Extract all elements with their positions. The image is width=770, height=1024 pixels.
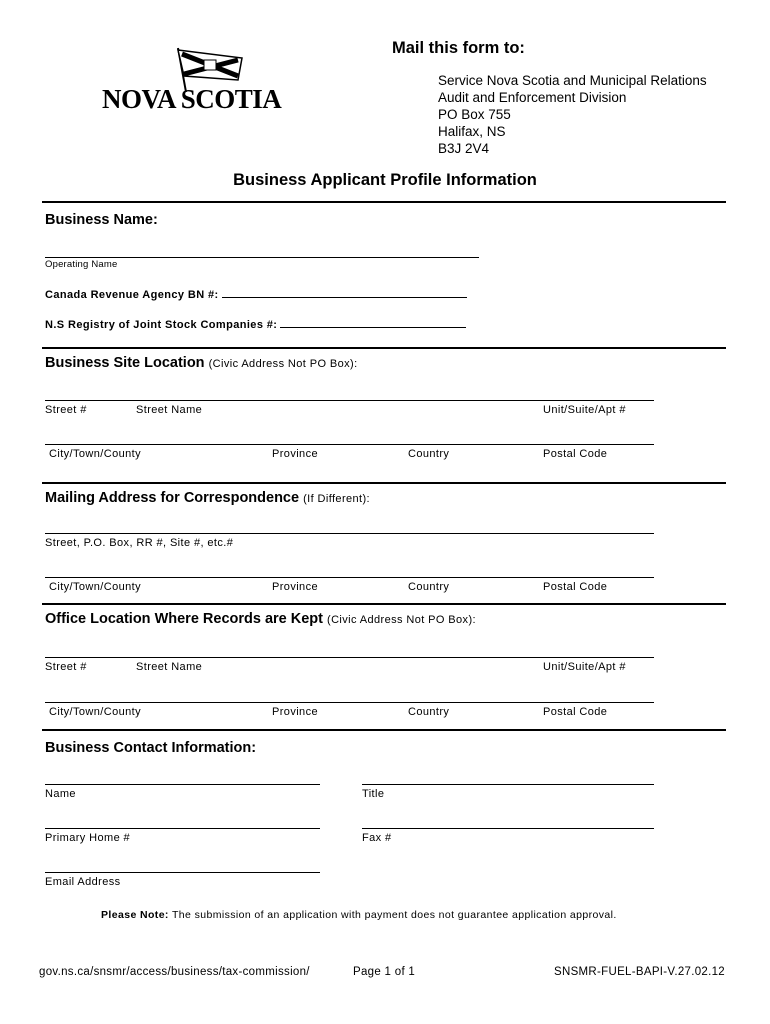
mail-to-heading: Mail this form to: [392, 39, 525, 57]
operating-name-label: Operating Name [45, 259, 118, 270]
mailing-city-label: City/Town/County [49, 581, 141, 593]
mailing-country-label: Country [408, 581, 450, 593]
records-unit-label: Unit/Suite/Apt # [543, 661, 626, 673]
footer-form-code: SNSMR-FUEL-BAPI-V.27.02.12 [554, 966, 725, 978]
records-location-heading [45, 611, 476, 627]
divider [42, 201, 726, 203]
records-street-field[interactable] [45, 657, 654, 658]
records-city-label: City/Town/County [49, 706, 141, 718]
mailing-postal-label: Postal Code [543, 581, 608, 593]
footer-page: Page 1 of 1 [353, 966, 416, 978]
site-location-heading [45, 355, 358, 371]
address-line: B3J 2V4 [438, 141, 490, 156]
records-province-label: Province [272, 706, 318, 718]
divider [42, 482, 726, 484]
divider [42, 347, 726, 349]
cra-bn-label: Canada Revenue Agency BN #: [45, 289, 219, 301]
operating-name-field[interactable] [45, 257, 479, 258]
cra-bn-field[interactable] [222, 287, 467, 298]
mailing-province-label: Province [272, 581, 318, 593]
mailing-street-label: Street, P.O. Box, RR #, Site #, etc.# [45, 537, 234, 549]
records-postal-label: Postal Code [543, 706, 608, 718]
site-city-label: City/Town/County [49, 448, 141, 460]
site-location-title: Business Site Location [45, 355, 205, 371]
business-name-heading: Business Name: [45, 212, 158, 228]
site-street-name-label: Street Name [136, 404, 203, 416]
mailing-address-note: (If Different): [303, 493, 371, 505]
address-line: Service Nova Scotia and Municipal Relations [438, 73, 707, 88]
footer-url: gov.ns.ca/snsmr/access/business/tax-commission/ [39, 966, 310, 978]
records-location-note: (Civic Address Not PO Box): [327, 614, 476, 626]
records-street-no-label: Street # [45, 661, 87, 673]
please-note-text: The submission of an application with payment does not guarantee application approval. [171, 909, 617, 921]
fax-field[interactable] [362, 828, 654, 829]
email-field[interactable] [45, 872, 320, 873]
contact-title-label: Title [362, 788, 385, 800]
mailing-address-heading [45, 490, 370, 506]
site-location-note: (Civic Address Not PO Box): [208, 358, 358, 370]
contact-name-field[interactable] [45, 784, 320, 785]
primary-home-field[interactable] [45, 828, 320, 829]
site-street-field[interactable] [45, 400, 654, 401]
registry-label: N.S Registry of Joint Stock Companies #: [45, 319, 278, 331]
address-line: PO Box 755 [438, 107, 511, 122]
mailing-city-field[interactable] [45, 577, 654, 578]
contact-heading: Business Contact Information: [45, 740, 257, 756]
nova-scotia-logo [100, 46, 320, 116]
cra-bn-row [45, 287, 467, 301]
site-city-field[interactable] [45, 444, 654, 445]
records-city-field[interactable] [45, 702, 654, 703]
contact-title-field[interactable] [362, 784, 654, 785]
please-note [101, 909, 617, 921]
site-country-label: Country [408, 448, 450, 460]
please-note-label: Please Note: [101, 909, 169, 921]
logo-wordmark: NOVA SCOTIA [102, 84, 282, 114]
site-postal-label: Postal Code [543, 448, 608, 460]
registry-field[interactable] [280, 317, 466, 328]
records-location-title: Office Location Where Records are Kept [45, 611, 323, 627]
contact-name-label: Name [45, 788, 76, 800]
mailing-street-field[interactable] [45, 533, 654, 534]
address-line: Halifax, NS [438, 124, 506, 139]
mailing-address-title: Mailing Address for Correspondence [45, 490, 300, 506]
site-unit-label: Unit/Suite/Apt # [543, 404, 626, 416]
address-line: Audit and Enforcement Division [438, 90, 627, 105]
email-label: Email Address [45, 876, 121, 888]
primary-home-label: Primary Home # [45, 832, 131, 844]
form-title: Business Applicant Profile Information [233, 171, 537, 189]
records-street-name-label: Street Name [136, 661, 203, 673]
site-street-no-label: Street # [45, 404, 87, 416]
registry-row [45, 317, 466, 331]
divider [42, 603, 726, 605]
divider [42, 729, 726, 731]
records-country-label: Country [408, 706, 450, 718]
fax-label: Fax # [362, 832, 392, 844]
mailing-address-block [438, 72, 707, 157]
site-province-label: Province [272, 448, 318, 460]
